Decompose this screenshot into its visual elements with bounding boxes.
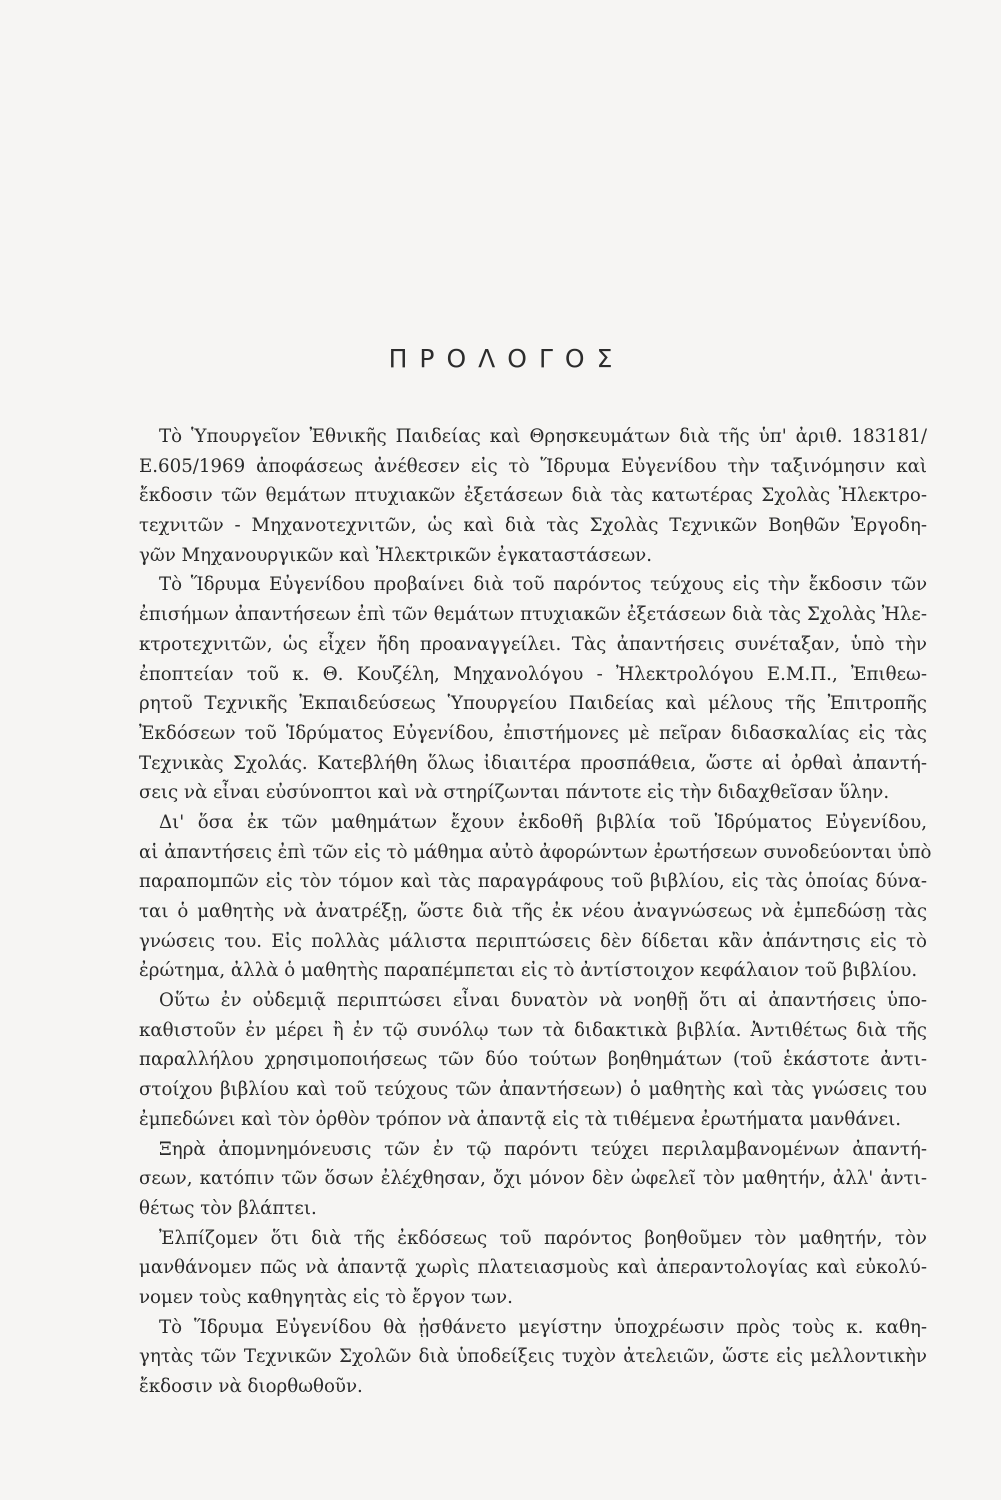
text-line: Τὸ Ἵδρυμα Εὐγενίδου θὰ ᾐσθάνετο μεγίστην ὑποχρέωσιν πρὸς τοὺς κ. καθη-	[159, 1316, 927, 1338]
text-line: Ἐλπίζομεν ὅτι διὰ τῆς ἐκδόσεως τοῦ παρόντος βοηθοῦμεν τὸν μαθητήν, τὸν	[159, 1227, 927, 1249]
text-line: ρητοῦ Τεχνικῆς Ἐκπαιδεύσεως Ὑπουργείου Παιδείας καὶ μέλους τῆς Ἐπιτροπῆς	[139, 693, 927, 715]
text-line: γνώσεις του. Εἰς πολλὰς μάλιστα περιπτώσεις δὲν δίδεται κἂν ἀπάντησις εἰς τὸ	[139, 930, 927, 952]
text-line: Τὸ Ἵδρυμα Εὐγενίδου προβαίνει διὰ τοῦ παρόντος τεύχους εἰς τὴν ἔκδοσιν τῶν	[159, 574, 927, 596]
text-line: ται ὁ μαθητὴς νὰ ἀνατρέξῃ, ὥστε διὰ τῆς ἐκ νέου ἀναγνώσεως νὰ ἐμπεδώσῃ τὰς	[139, 901, 927, 922]
text-line: Ξηρὰ ἀπομνημόνευσις τῶν ἐν τῷ παρόντι τεύχει περιλαμβανομένων ἀπαντή-	[159, 1138, 927, 1160]
text-line: θέτως τὸν βλάπτει.	[139, 1197, 317, 1219]
text-line: Ε.605/1969 ἀποφάσεως ἀνέθεσεν εἰς τὸ Ἵδρυμα Εὐγενίδου τὴν ταξινόμησιν καὶ	[139, 455, 927, 477]
text-line: Τεχνικὰς Σχολάς. Κατεβλήθη ὅλως ἰδιαιτέρα προσπάθεια, ὥστε αἱ ὀρθαὶ ἀπαντή-	[139, 752, 927, 774]
text-line: ἐμπεδώνει καὶ τὸν ὀρθὸν τρόπον νὰ ἀπαντᾷ εἰς τὰ τιθέμενα ἐρωτήματα μανθάνει.	[139, 1108, 902, 1130]
text-line: ἐποπτείαν τοῦ κ. Θ. Κουζέλη, Μηχανολόγου - Ἠλεκτρολόγου Ε.Μ.Π., Ἐπιθεω-	[139, 663, 927, 685]
text-line: ἔκδοσιν νὰ διορθωθοῦν.	[139, 1376, 363, 1397]
text-line: Οὕτω ἐν οὐδεμιᾷ περιπτώσει εἶναι δυνατὸν νὰ νοηθῇ ὅτι αἱ ἀπαντήσεις ὑπο-	[159, 990, 927, 1012]
text-line: σεων, κατόπιν τῶν ὅσων ἐλέχθησαν, ὄχι μόνον δὲν ὠφελεῖ τὸν μαθητήν, ἀλλ' ἀντι-	[139, 1168, 927, 1190]
text-line: παραπομπῶν εἰς τὸν τόμον καὶ τὰς παραγράφους τοῦ βιβλίου, εἰς τὰς ὁποίας δύνα-	[139, 871, 927, 893]
text-line: παραλλήλου χρησιμοποιήσεως τῶν δύο τούτων βοηθημάτων (τοῦ ἑκάστοτε ἀντι-	[139, 1049, 927, 1071]
text-line: καθιστοῦν ἐν μέρει ἢ ἐν τῷ συνόλῳ των τὰ διδακτικὰ βιβλία. Ἀντιθέτως διὰ τῆς	[139, 1019, 927, 1041]
text-line: Τὸ Ὑπουργεῖον Ἐθνικῆς Παιδείας καὶ Θρησκευμάτων διὰ τῆς ὑπ' ἀριθ. 183181/	[159, 426, 927, 447]
text-line: Δι' ὅσα ἐκ τῶν μαθημάτων ἔχουν ἐκδοθῆ βιβλία τοῦ Ἱδρύματος Εὐγενίδου,	[159, 811, 927, 833]
text-line: γητὰς τῶν Τεχνικῶν Σχολῶν διὰ ὑποδείξεις τυχὸν ἀτελειῶν, ὥστε εἰς μελλοντικὴν	[139, 1346, 927, 1368]
text-line: νομεν τοὺς καθηγητὰς εἰς τὸ ἔργον των.	[139, 1286, 513, 1308]
text-line: ἐπισήμων ἀπαντήσεων ἐπὶ τῶν θεμάτων πτυχιακῶν ἐξετάσεων διὰ τὰς Σχολὰς Ἠλε-	[139, 604, 927, 626]
text-line: Ἐκδόσεων τοῦ Ἱδρύματος Εὐγενίδου, ἐπιστήμονες μὲ πεῖραν διδασκαλίας εἰς τὰς	[139, 722, 927, 744]
page-title: ΠΡΟΛΟΓΟΣ	[388, 344, 625, 373]
text-line: τεχνιτῶν - Μηχανοτεχνιτῶν, ὡς καὶ διὰ τὰς Σχολὰς Τεχνικῶν Βοηθῶν Ἐργοδη-	[139, 515, 927, 537]
text-line: γῶν Μηχανουργικῶν καὶ Ἠλεκτρικῶν ἐγκαταστάσεων.	[139, 544, 652, 566]
text-line: αἱ ἀπαντήσεις ἐπὶ τῶν εἰς τὸ μάθημα αὐτὸ ἀφορώντων ἐρωτήσεων συνοδεύονται ὑπὸ	[139, 841, 932, 863]
text-line: ἐρώτημα, ἀλλὰ ὁ μαθητὴς παραπέμπεται εἰς τὸ ἀντίστοιχον κεφάλαιον τοῦ βιβλίου.	[139, 960, 918, 982]
text-line: κτροτεχνιτῶν, ὡς εἶχεν ἤδη προαναγγείλει. Τὰς ἀπαντήσεις συνέταξαν, ὑπὸ τὴν	[139, 633, 927, 655]
text-line: ἔκδοσιν τῶν θεμάτων πτυχιακῶν ἐξετάσεων διὰ τὰς κατωτέρας Σχολὰς Ἠλεκτρο-	[139, 485, 927, 507]
preface-body	[139, 422, 932, 1402]
text-line: μανθάνομεν πῶς νὰ ἀπαντᾷ χωρὶς πλατειασμοὺς καὶ ἀπεραντολογίας καὶ εὐκολύ-	[139, 1257, 927, 1279]
text-line: στοίχου βιβλίου καὶ τοῦ τεύχους τῶν ἀπαντήσεων) ὁ μαθητὴς καὶ τὰς γνώσεις του	[139, 1079, 927, 1101]
text-line: σεις νὰ εἶναι εὐσύνοπτοι καὶ νὰ στηρίζωνται πάντοτε εἰς τὴν διδαχθεῖσαν ὕλην.	[139, 782, 890, 804]
